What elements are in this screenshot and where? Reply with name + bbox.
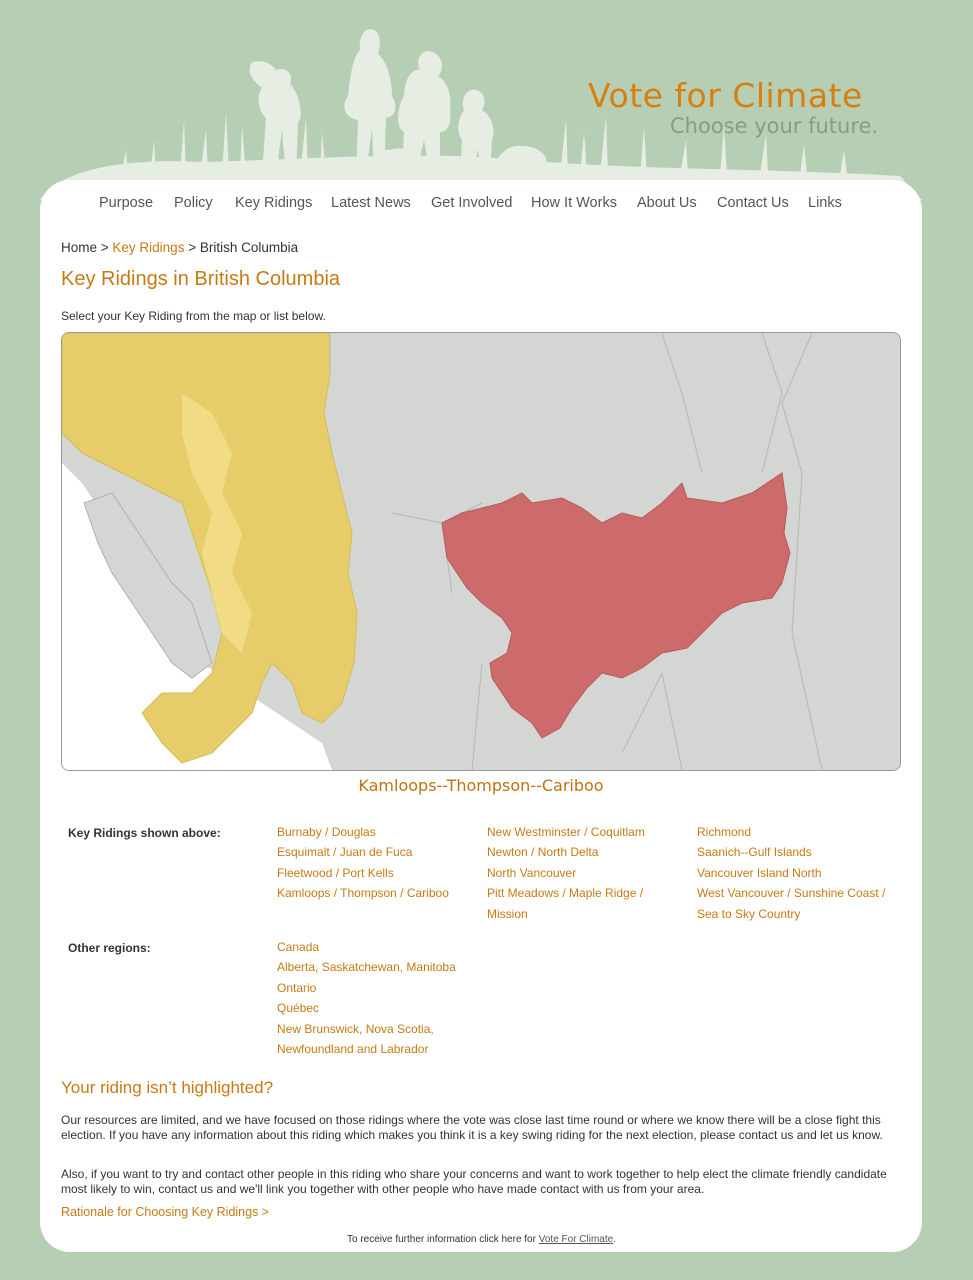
- footer-text: To receive further information click here for: [346, 1234, 539, 1245]
- brand-tagline: Choose your future.: [670, 114, 879, 138]
- nav-get-involved[interactable]: Get Involved: [431, 195, 513, 211]
- footer-link[interactable]: Vote For Climate: [538, 1234, 614, 1245]
- riding-link[interactable]: Mission: [487, 906, 528, 921]
- breadcrumb-current: British Columbia: [199, 240, 299, 255]
- region-link[interactable]: New Brunswick, Nova Scotia,: [277, 1021, 434, 1036]
- other-regions-list: [277, 937, 527, 1059]
- other-regions-label: Other regions:: [68, 941, 151, 955]
- page-title: Key Ridings in British Columbia: [61, 268, 341, 290]
- breadcrumb: [61, 240, 298, 255]
- footer: [0, 1234, 963, 1245]
- region-link[interactable]: Alberta, Saskatchewan, Manitoba: [277, 960, 456, 975]
- riding-link[interactable]: Richmond: [697, 825, 752, 839]
- riding-map-svg: [62, 333, 900, 770]
- not-highlighted-paragraph-1: Our resources are limited, and we have focused on those ridings where the vote was close last time round or where we know there will be a close fight this election. If you have any information about this riding which makes you think it is a key swing riding for the next election, please contact us and let us know.: [61, 1113, 883, 1142]
- footer-end: .: [613, 1234, 616, 1245]
- breadcrumb-home[interactable]: Home: [61, 240, 98, 255]
- selected-riding-caption: Kamloops--Thompson--Cariboo: [358, 776, 604, 795]
- region-link[interactable]: Canada: [277, 940, 320, 954]
- region-link[interactable]: Ontario: [277, 980, 317, 995]
- intro-text: Select your Key Riding from the map or list below.: [61, 309, 326, 323]
- not-highlighted-paragraph-2: Also, if you want to try and contact other people in this riding who share your concerns and want to work together to help elect the climate friendly candidate most likely to win, contact us and we'll link you together with other people who have made contact with us from your area.: [61, 1167, 887, 1196]
- breadcrumb-key-ridings[interactable]: Key Ridings: [112, 240, 185, 255]
- riding-link[interactable]: West Vancouver / Sunshine Coast /: [697, 886, 886, 901]
- nav-contact-us[interactable]: Contact Us: [717, 195, 789, 211]
- region-link[interactable]: Newfoundland and Labrador: [277, 1042, 429, 1057]
- riding-link[interactable]: North Vancouver: [487, 865, 577, 880]
- riding-link[interactable]: Newton / North Delta: [487, 845, 599, 860]
- breadcrumb-separator: >: [184, 240, 200, 255]
- nav-about-us[interactable]: About Us: [637, 195, 697, 211]
- riding-link[interactable]: Pitt Meadows / Maple Ridge /: [487, 886, 644, 901]
- riding-link[interactable]: Sea to Sky Country: [697, 906, 801, 921]
- not-highlighted-heading: Your riding isn’t highlighted?: [61, 1078, 274, 1097]
- key-ridings-label: Key Ridings shown above:: [68, 826, 221, 840]
- breadcrumb-separator: >: [97, 240, 113, 255]
- brand-title[interactable]: Vote for Climate: [588, 76, 863, 115]
- site-header: [0, 0, 973, 200]
- rationale-link[interactable]: Rationale for Choosing Key Ridings >: [61, 1205, 270, 1219]
- key-ridings-col-2: [487, 822, 687, 924]
- key-ridings-col-3: [697, 822, 907, 924]
- nav-purpose[interactable]: Purpose: [99, 195, 154, 211]
- nav-links[interactable]: Links: [808, 195, 842, 211]
- key-ridings-col-1: [277, 822, 477, 904]
- riding-link[interactable]: New Westminster / Coquitlam: [487, 825, 645, 839]
- main-nav: [40, 180, 922, 226]
- riding-link[interactable]: Kamloops / Thompson / Cariboo: [277, 886, 449, 901]
- riding-link[interactable]: Burnaby / Douglas: [277, 825, 376, 839]
- riding-link[interactable]: Fleetwood / Port Kells: [277, 865, 394, 880]
- riding-link[interactable]: Esquimalt / Juan de Fuca: [277, 845, 413, 860]
- riding-map[interactable]: [61, 332, 901, 771]
- riding-link[interactable]: Saanich--Gulf Islands: [697, 845, 812, 860]
- region-link[interactable]: Québec: [277, 1001, 320, 1016]
- riding-link[interactable]: Vancouver Island North: [697, 865, 822, 880]
- nav-latest-news[interactable]: Latest News: [331, 195, 411, 211]
- nav-how-it-works[interactable]: How It Works: [531, 195, 617, 211]
- nav-policy[interactable]: Policy: [174, 195, 213, 211]
- nav-key-ridings[interactable]: Key Ridings: [235, 195, 313, 211]
